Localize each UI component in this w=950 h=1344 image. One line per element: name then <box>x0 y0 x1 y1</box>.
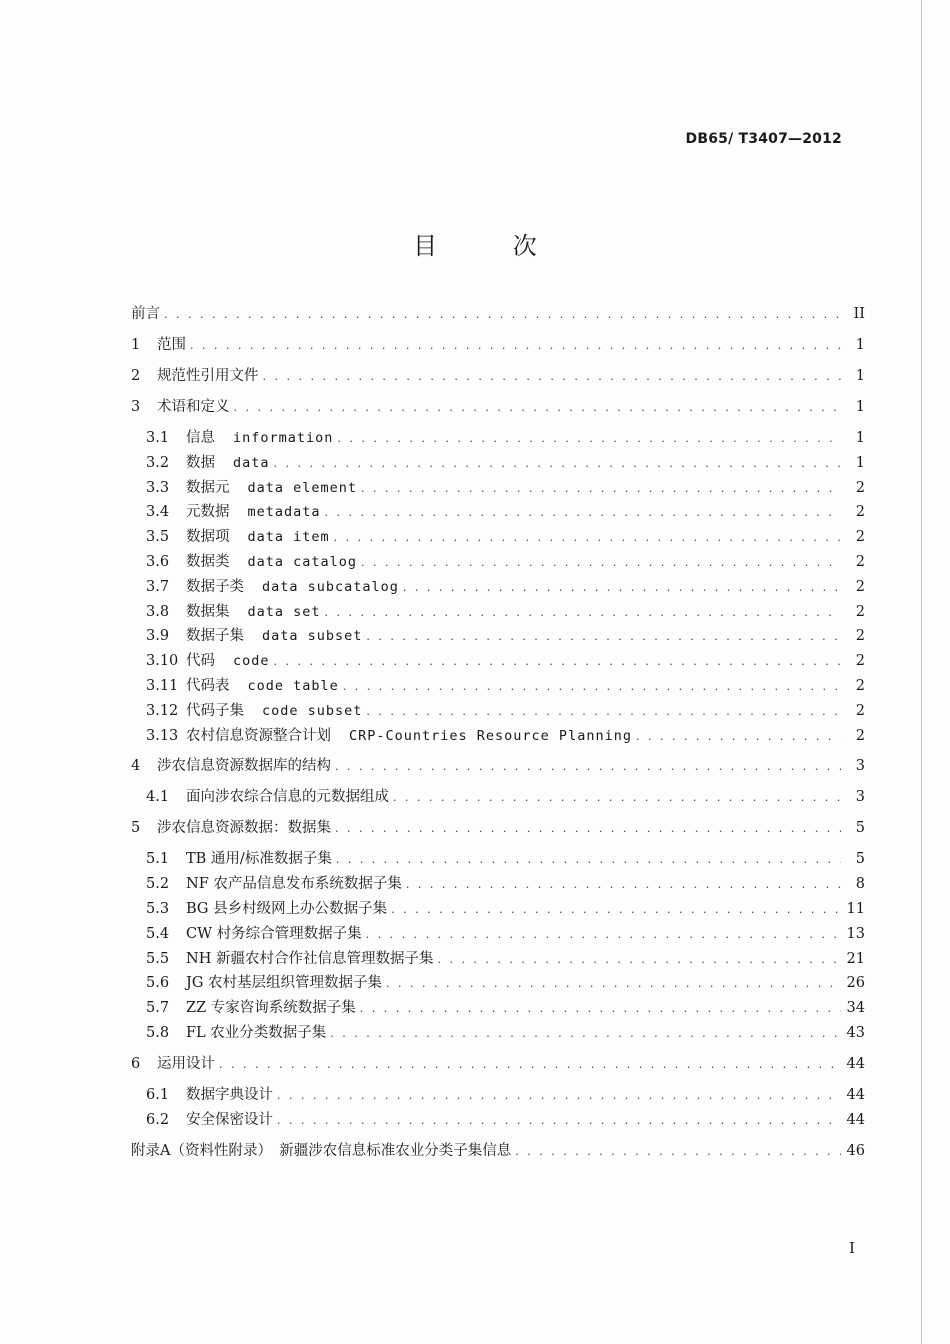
toc-entry[interactable] <box>131 624 865 649</box>
toc-entry-title: 数据子集 <box>186 628 244 645</box>
dot-leader <box>515 1140 840 1165</box>
toc-entry-page-number: 1 <box>855 429 865 446</box>
toc-entry-title: 涉农信息资源数据：数据集 <box>157 820 331 837</box>
toc-entry-title: 涉农信息资源数据库的结构 <box>157 758 331 775</box>
toc-entry-title: 范围 <box>157 336 186 353</box>
toc-entry[interactable] <box>131 1139 865 1164</box>
toc-entry-page-number: 44 <box>846 1056 865 1072</box>
toc-entry-title: TB 通用/标准数据子集 <box>186 851 332 868</box>
dot-leader <box>393 786 841 811</box>
toc-entry[interactable] <box>131 1021 865 1046</box>
document-id: DB65/ T3407—2012 <box>685 131 842 147</box>
dot-leader <box>386 972 841 997</box>
toc-entry[interactable] <box>131 674 865 699</box>
toc-entry-title: NH 新疆农村合作社信息管理数据子集 <box>186 950 434 967</box>
dot-leader <box>234 396 842 421</box>
toc-entry-number: 2 <box>131 367 141 384</box>
toc-entry-number: 3 <box>131 398 141 415</box>
toc-entry-page-number: 44 <box>846 1111 865 1128</box>
dot-leader <box>403 576 841 601</box>
toc-entry[interactable] <box>131 550 865 575</box>
dot-leader <box>274 650 841 675</box>
dot-leader <box>335 817 841 842</box>
toc-entry[interactable] <box>131 897 865 922</box>
dot-leader <box>334 526 841 551</box>
toc-entry-number: 5.3 <box>146 901 170 918</box>
toc-entry-number: 1 <box>131 336 141 353</box>
dot-leader <box>337 427 841 452</box>
toc-entry[interactable] <box>131 996 865 1021</box>
dot-leader <box>437 948 840 973</box>
toc-entry-page-number: 46 <box>846 1142 865 1159</box>
dot-leader <box>335 755 841 780</box>
toc-entry[interactable] <box>131 1052 865 1077</box>
toc-entry-number: 5 <box>131 820 141 837</box>
dot-leader <box>366 700 841 725</box>
toc-entry-number: 5.4 <box>146 925 170 942</box>
dot-leader <box>361 477 841 502</box>
toc-entry-english-term: data set <box>247 603 321 620</box>
toc-entry[interactable] <box>131 649 865 674</box>
toc-entry-title: BG 县乡村级网上办公数据子集 <box>186 901 388 918</box>
toc-entry-english-term: data catalog <box>247 553 358 570</box>
toc-entry-english-term: data element <box>247 479 358 496</box>
toc-entry-page-number: 2 <box>855 504 865 521</box>
toc-entry-page-number: 2 <box>855 603 865 620</box>
toc-entry-english-term: data subset <box>262 628 363 645</box>
toc-entry-title: 数据类 <box>186 553 230 570</box>
toc-entry-title: 运用设计 <box>157 1056 215 1072</box>
dot-leader <box>164 303 841 328</box>
toc-entry[interactable] <box>131 575 865 600</box>
toc-entry-title: 数据元 <box>186 479 230 496</box>
toc-entry[interactable] <box>131 847 865 872</box>
dot-leader <box>330 1022 840 1047</box>
toc-entry-english-term: code <box>233 653 270 670</box>
toc-entry-number: 4.1 <box>146 789 170 806</box>
toc-entry-english-term: data item <box>247 529 330 546</box>
toc-entry-page-number: 3 <box>855 789 865 806</box>
toc-entry[interactable] <box>131 364 865 389</box>
toc-entry-title: NF 农产品信息发布系统数据子集 <box>186 876 402 893</box>
toc-entry-page-number: 13 <box>846 925 865 942</box>
toc-entry-title: 数据项 <box>186 529 230 546</box>
toc-entry[interactable] <box>131 333 865 358</box>
toc-entry-number: 4 <box>131 758 141 775</box>
toc-entry[interactable] <box>131 947 865 972</box>
toc-entry-title: 代码子集 <box>186 702 244 719</box>
toc-entry[interactable] <box>131 754 865 779</box>
dot-leader <box>277 1084 841 1109</box>
page-folio: I <box>849 1239 855 1257</box>
toc-entry-page-number: 44 <box>846 1086 865 1103</box>
toc-entry-title: 术语和定义 <box>157 398 230 415</box>
dot-leader <box>366 625 841 650</box>
toc-entry[interactable] <box>131 302 865 327</box>
dot-leader <box>360 997 841 1022</box>
toc-entry-number: 3.13 <box>146 727 179 744</box>
dot-leader <box>325 501 841 526</box>
toc-entry-page-number: 8 <box>855 876 865 893</box>
toc-entry-english-term: code subset <box>262 702 363 719</box>
toc-entry-title: 数据子类 <box>186 578 244 595</box>
toc-entry-number: 6 <box>131 1056 141 1072</box>
toc-entry-page-number: 2 <box>855 628 865 645</box>
toc-entry-page-number: 11 <box>846 901 865 918</box>
toc-entry-page-number: 2 <box>855 553 865 570</box>
toc-entry-number: 5.7 <box>146 1000 170 1017</box>
toc-entry[interactable] <box>131 1108 865 1133</box>
toc-entry-number: 3.4 <box>146 504 170 521</box>
toc-entry[interactable] <box>131 724 865 749</box>
toc-entry-english-term: CRP-Countries Resource Planning <box>349 727 632 744</box>
toc-entry[interactable] <box>131 1083 865 1108</box>
toc-entry-page-number: 2 <box>855 727 865 744</box>
toc-entry[interactable] <box>131 500 865 525</box>
toc-entry-title: 代码 <box>186 653 215 670</box>
toc-entry-english-term: metadata <box>247 504 321 521</box>
dot-leader <box>277 1109 841 1134</box>
toc-entry-page-number: 5 <box>855 820 865 837</box>
toc-entry-title: 安全保密设计 <box>186 1111 273 1128</box>
toc-entry-page-number: 2 <box>855 677 865 694</box>
toc-entry[interactable] <box>131 426 865 451</box>
toc-entry-page-number: 5 <box>855 851 865 868</box>
toc-entry[interactable] <box>131 395 865 420</box>
toc-entry-page-number: 3 <box>855 758 865 775</box>
toc-entry-page-number: 26 <box>846 975 865 992</box>
toc-entry[interactable] <box>131 872 865 897</box>
toc-entry-page-number: 34 <box>846 1000 865 1017</box>
toc-entry[interactable] <box>131 525 865 550</box>
toc-entry-page-number: II <box>853 306 865 322</box>
toc-entry-page-number: 21 <box>846 950 865 967</box>
dot-leader <box>325 601 841 626</box>
toc-entry-english-term: data <box>233 454 270 471</box>
toc-entry-page-number: 2 <box>855 479 865 496</box>
toc-entry-number: 3.10 <box>146 653 179 670</box>
dot-leader <box>361 551 841 576</box>
toc-entry-page-number: 1 <box>855 454 865 471</box>
toc-entry-page-number: 2 <box>855 702 865 719</box>
toc-entry-english-term: data subcatalog <box>262 578 399 595</box>
dot-leader <box>336 848 841 873</box>
toc-entry[interactable] <box>131 600 865 625</box>
toc-entry[interactable] <box>131 971 865 996</box>
toc-entry-page-number: 2 <box>855 578 865 595</box>
dot-leader <box>219 1053 841 1078</box>
toc-entry-title: FL 农业分类数据子集 <box>186 1025 327 1042</box>
toc-entry-number: 3.8 <box>146 603 170 620</box>
toc-entry[interactable] <box>131 785 865 810</box>
toc-entry-number: 5.2 <box>146 876 170 893</box>
toc-entry-page-number: 2 <box>855 529 865 546</box>
dot-leader <box>190 334 841 359</box>
toc-entry-number: 3.9 <box>146 628 170 645</box>
dot-leader <box>636 725 841 750</box>
toc-entry-number: 5.1 <box>146 851 170 868</box>
toc-entry-number: 5.5 <box>146 950 170 967</box>
scan-edge-line <box>921 0 922 1344</box>
toc-entry[interactable] <box>131 922 865 947</box>
toc-entry-english-term: information <box>233 429 334 446</box>
toc-entry-number: 3.6 <box>146 553 170 570</box>
toc-entry-title: ZZ 专家咨询系统数据子集 <box>186 1000 356 1017</box>
dot-leader <box>366 923 841 948</box>
toc-entry-number: 3.7 <box>146 578 170 595</box>
toc-entry-title: 规范性引用文件 <box>157 367 259 384</box>
toc-entry-title: 数据字典设计 <box>186 1086 273 1103</box>
dot-leader <box>263 365 842 390</box>
toc-entry-english-term: code table <box>247 677 339 694</box>
toc-entry-title: 农村信息资源整合计划 <box>186 727 331 744</box>
toc-entry-title: CW 村务综合管理数据子集 <box>186 925 362 942</box>
toc-entry[interactable] <box>131 451 865 476</box>
page-title: 目 次 <box>413 232 571 260</box>
toc-entry-title: JG 农村基层组织管理数据子集 <box>186 975 383 992</box>
toc-entry-number: 3.3 <box>146 479 170 496</box>
toc-entry-page-number: 1 <box>855 398 865 415</box>
toc-entry-page-number: 1 <box>855 336 865 353</box>
toc-entry-title: 信息 <box>186 429 215 446</box>
toc-entry-number: 6.2 <box>146 1111 170 1128</box>
toc-entry[interactable] <box>131 816 865 841</box>
toc-entry-number: 3.1 <box>146 429 170 446</box>
toc-entry[interactable] <box>131 699 865 724</box>
toc-entry-number: 3.5 <box>146 529 170 546</box>
toc-entry-number: 3.11 <box>146 677 179 694</box>
toc-entry-title: 数据集 <box>186 603 230 620</box>
toc-entry-page-number: 1 <box>855 367 865 384</box>
toc-entry-title: 附录A（资料性附录） 新疆涉农信息标准农业分类子集信息 <box>131 1142 512 1159</box>
dot-leader <box>343 675 841 700</box>
toc-entry-page-number: 43 <box>846 1025 865 1042</box>
table-of-contents <box>131 302 865 1164</box>
toc-entry-title: 代码表 <box>186 677 230 694</box>
toc-entry-page-number: 2 <box>855 653 865 670</box>
toc-entry-title: 元数据 <box>186 504 230 521</box>
toc-entry-title: 前言 <box>131 306 160 322</box>
toc-entry-number: 3.2 <box>146 454 170 471</box>
toc-entry-number: 3.12 <box>146 702 179 719</box>
dot-leader <box>391 898 840 923</box>
toc-entry[interactable] <box>131 476 865 501</box>
toc-entry-number: 5.8 <box>146 1025 170 1042</box>
dot-leader <box>406 873 841 898</box>
toc-entry-number: 5.6 <box>146 975 170 992</box>
dot-leader <box>274 452 841 477</box>
toc-entry-title: 数据 <box>186 454 215 471</box>
toc-entry-number: 6.1 <box>146 1086 170 1103</box>
toc-entry-title: 面向涉农综合信息的元数据组成 <box>186 789 389 806</box>
